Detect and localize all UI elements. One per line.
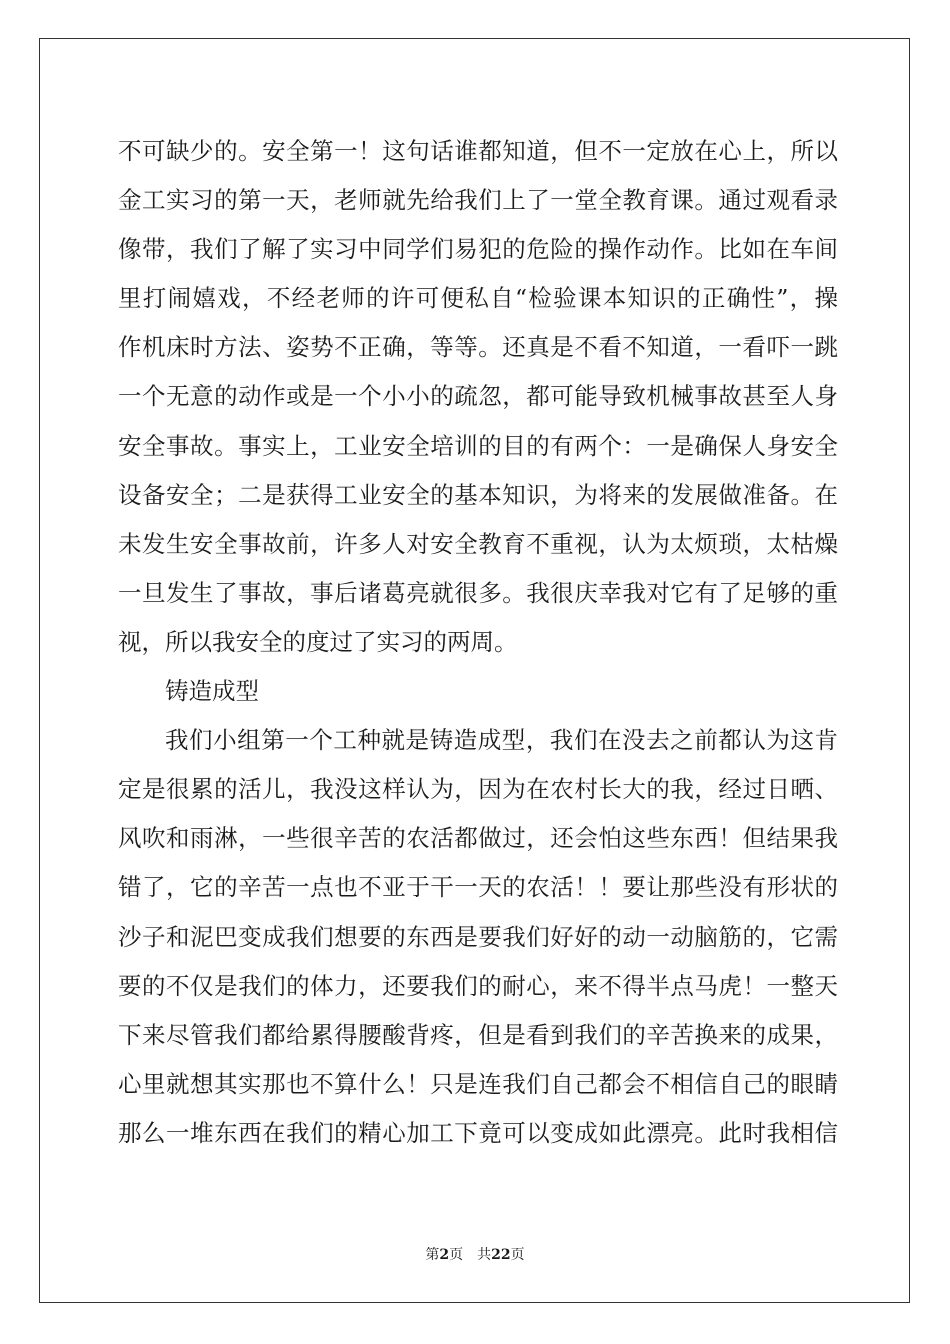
- total-prefix: 共: [477, 1247, 492, 1263]
- paragraph-line: 那么一堆东西在我们的精心加工下竟可以变成如此漂亮。此时我相信: [118, 1118, 838, 1147]
- page-number: 2: [439, 1247, 450, 1263]
- paragraph-line: 安全事故。事实上，工业安全培训的目的有两个：一是确保人身安全: [118, 431, 838, 460]
- page-footer: [0, 1244, 950, 1264]
- paragraph-line: 沙子和泥巴变成我们想要的东西是要我们好好的动一动脑筋的，它需: [118, 922, 838, 951]
- paragraph-line: 风吹和雨淋，一些很辛苦的农活都做过，还会怕这些东西！但结果我: [118, 824, 838, 853]
- page-suffix: 页: [449, 1247, 464, 1263]
- paragraph-line: 我们小组第一个工种就是铸造成型，我们在没去之前都认为这肯: [165, 726, 838, 755]
- paragraph-line: 一个无意的动作或是一个小小的疏忽，都可能导致机械事故甚至人身: [118, 382, 838, 411]
- section-heading: 铸造成型: [165, 677, 259, 706]
- document-body: [118, 127, 838, 1158]
- page-prefix: 第: [425, 1247, 440, 1263]
- paragraph-line: 一旦发生了事故，事后诸葛亮就很多。我很庆幸我对它有了足够的重: [118, 578, 838, 607]
- paragraph-line: 定是很累的活儿，我没这样认为，因为在农村长大的我，经过日晒、: [118, 775, 838, 804]
- total-pages: 22: [491, 1247, 511, 1263]
- paragraph-line: 心里就想其实那也不算什么！只是连我们自己都会不相信自己的眼睛: [118, 1069, 838, 1098]
- paragraph-line: 错了，它的辛苦一点也不亚于干一天的农活！！要让那些没有形状的: [118, 873, 838, 902]
- paragraph-line: 像带，我们了解了实习中同学们易犯的危险的操作动作。比如在车间: [118, 235, 838, 264]
- paragraph-line: 未发生安全事故前，许多人对安全教育不重视，认为太烦琐，太枯燥: [118, 529, 838, 558]
- total-suffix: 页: [510, 1247, 525, 1263]
- paragraph-line: 设备安全；二是获得工业安全的基本知识，为将来的发展做准备。在: [118, 480, 838, 509]
- paragraph-line: 金工实习的第一天，老师就先给我们上了一堂全教育课。通过观看录: [118, 186, 838, 215]
- paragraph-line: 视，所以我安全的度过了实习的两周。: [118, 627, 518, 656]
- paragraph-line: 下来尽管我们都给累得腰酸背疼，但是看到我们的辛苦换来的成果，: [118, 1020, 838, 1049]
- paragraph-line: 作机床时方法、姿势不正确，等等。还真是不看不知道，一看吓一跳: [118, 333, 838, 362]
- paragraph-line: 要的不仅是我们的体力，还要我们的耐心，来不得半点马虎！一整天: [118, 971, 838, 1000]
- paragraph-line: 里打闹嬉戏，不经老师的许可便私自“检验课本知识的正确性”，操: [118, 284, 838, 313]
- paragraph-line: 不可缺少的。安全第一！这句话谁都知道，但不一定放在心上，所以: [118, 137, 838, 165]
